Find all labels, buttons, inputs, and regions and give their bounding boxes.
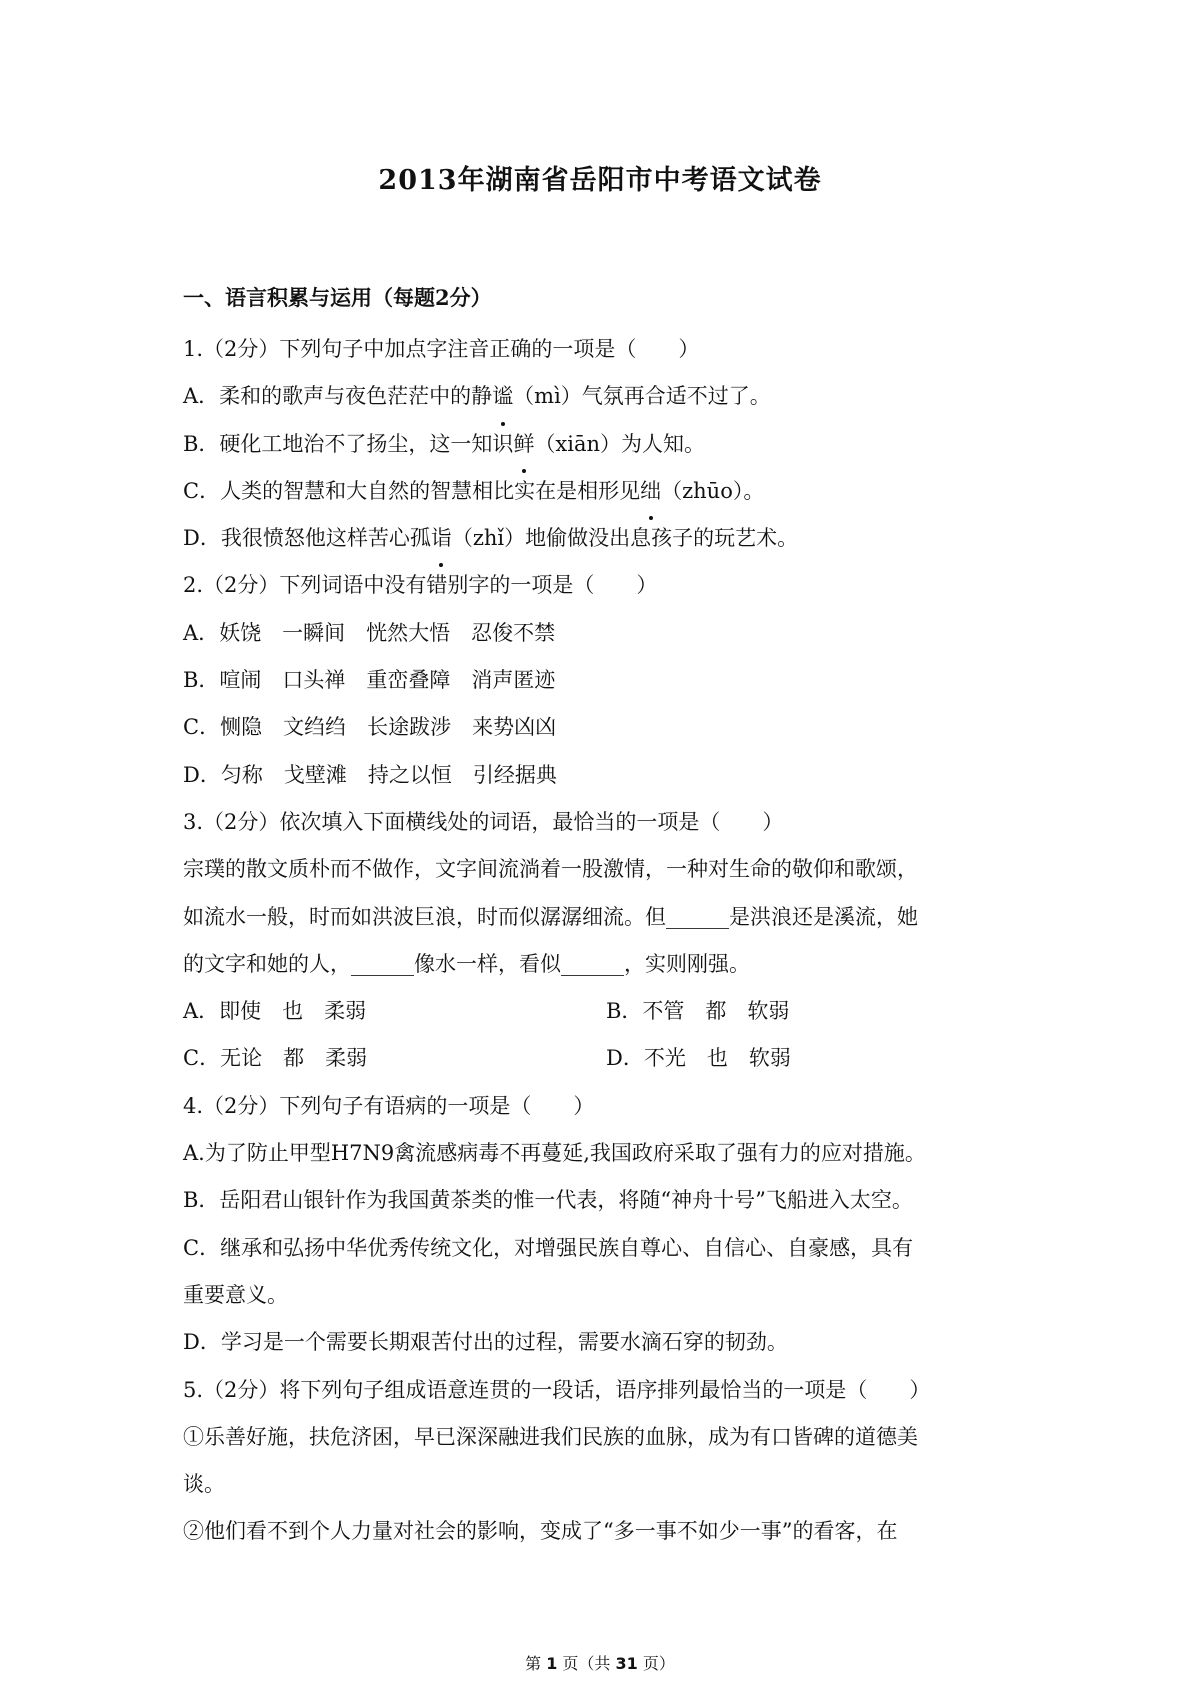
question-5-sentence-2: ②他们看不到个人力量对社会的影响，变成了“多一事不如少一事”的看客，在 [183,1519,898,1544]
question-4-option-c-continued: 重要意义。 [183,1282,288,1307]
question-1-option-c [183,468,1029,515]
question-2-option-a: A．妖饶 一瞬间 恍然大悟 忍俊不禁 [183,620,556,645]
question-3-option-d: D．不光 也 软弱 [606,1046,791,1071]
option-text: A．柔和的歌声与夜色茫茫中的静 [183,384,493,409]
question-1-stem: 1.（2分）下列句子中加点字注音正确的一项是（ ） [183,337,700,361]
question-1-option-a [183,373,1029,420]
question-4-option-d: D．学习是一个需要长期艰苦付出的过程，需要水滴石穿的韧劲。 [183,1330,788,1355]
section-heading: 一、语言积累与运用（每题2分） [183,285,492,310]
dotted-char: 诣 [431,515,452,562]
dotted-char: 绌 [640,468,661,515]
question-4-option-b: B．岳阳君山银针作为我国黄茶类的惟一代表，将随“神舟十号”飞船进入太空。 [183,1188,913,1213]
question-4-option-c: C．继承和弘扬中华优秀传统文化，对增强民族自尊心、自信心、自豪感，具有 [183,1235,914,1260]
page-footer [0,1651,1200,1674]
footer-text: 页） [637,1654,675,1673]
question-2-option-d: D．匀称 戈壁滩 持之以恒 引经据典 [183,762,557,787]
option-text: （zhǐ）地偷做没出息孩子的玩艺术。 [451,526,799,551]
page-total: 31 [615,1654,638,1673]
question-3-passage-line-2: 如流水一般，时而如洪波巨浪，时而似潺潺细流。但______是洪浪还是溪流，她 [183,904,918,929]
footer-text: 页（共 [557,1654,616,1673]
option-text: C．人类的智慧和大自然的智慧相比实在是相形见 [183,478,641,503]
option-text: （mì）气氛再合适不过了。 [513,384,771,409]
question-3-option-b: B．不管 都 软弱 [606,999,790,1024]
question-3-stem: 3.（2分）依次填入下面横线处的词语，最恰当的一项是（ ） [183,809,784,834]
question-3-passage-line-3: 的文字和她的人，______像水一样，看似______，实则刚强。 [183,951,750,976]
page-number: 1 [546,1654,558,1673]
question-1-option-d [183,515,1029,562]
footer-text: 第 [525,1654,547,1673]
question-list [183,326,1029,1556]
dotted-char: 谧 [492,373,513,420]
page-title: 2013年湖南省岳阳市中考语文试卷 [378,165,822,196]
question-4-option-a: A.为了防止甲型H7N9禽流感病毒不再蔓延,我国政府采取了强有力的应对措施。 [183,1141,926,1166]
question-2-option-c: C．恻隐 文绉绉 长途跋涉 来势凶凶 [183,715,557,740]
question-5-sentence-1: ①乐善好施，扶危济困，早已深深融进我们民族的血脉，成为有口皆碑的道德美 [183,1424,918,1449]
question-3-option-c: C．无论 都 柔弱 [183,1046,368,1071]
option-text: （zhūo）。 [661,478,765,503]
question-4-stem: 4.（2分）下列句子有语病的一项是（ ） [183,1093,595,1118]
question-3-option-a: A．即使 也 柔弱 [183,999,367,1024]
question-5-stem: 5.（2分）将下列句子组成语意连贯的一段话，语序排列最恰当的一项是（ ） [183,1377,931,1402]
question-2-option-b: B．喧闹 口头禅 重峦叠障 消声匿迹 [183,668,556,693]
question-3-passage-line-1: 宗璞的散文质朴而不做作，文字间流淌着一股激情，一种对生命的敬仰和歌颂， [183,857,918,882]
question-3-options-row-1 [183,988,1029,1035]
option-text: B．硬化工地治不了扬尘，这一知识 [183,431,514,456]
question-2-stem: 2.（2分）下列词语中没有错别字的一项是（ ） [183,573,658,598]
option-text: D．我很愤怒他这样苦心孤 [183,526,431,551]
option-text: （xiān）为人知。 [534,431,706,456]
question-3-options-row-2 [183,1035,1029,1082]
dotted-char: 鲜 [513,421,534,468]
question-1-option-b [183,421,1029,468]
question-5-sentence-1-continued: 谈。 [183,1472,225,1497]
